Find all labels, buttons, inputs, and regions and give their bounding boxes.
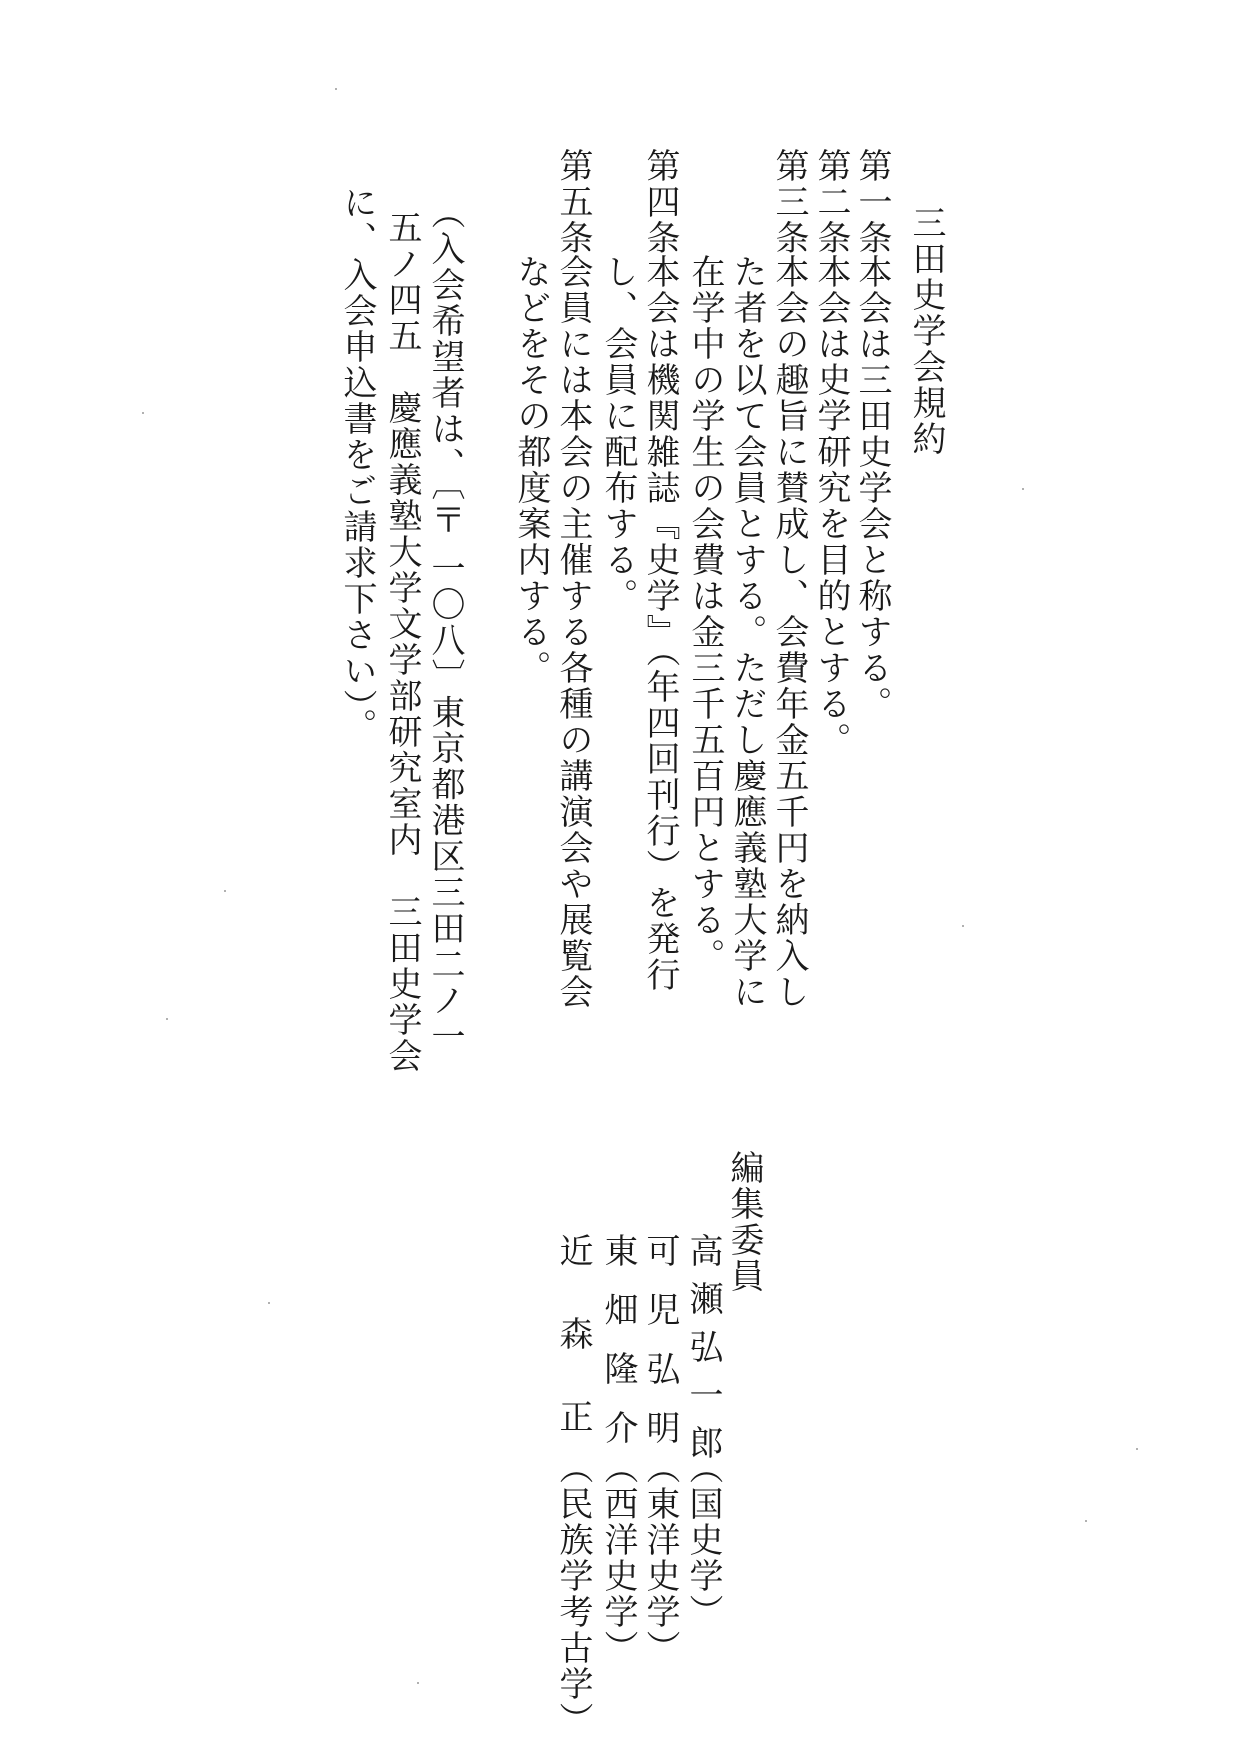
article-5-text-line-2: などをその都度案内する。	[511, 254, 551, 686]
scan-speck	[142, 412, 144, 414]
article-3-label: 第三条	[769, 148, 809, 256]
scan-speck	[1136, 1448, 1138, 1450]
article-4-text-line-1: 本会は機関雑誌『史学』（年四回刊行）を発行	[640, 254, 680, 993]
article-1-label: 第一条	[852, 148, 892, 256]
article-4-text-line-2: し、会員に配布する。	[598, 254, 638, 614]
scan-speck	[1085, 1520, 1087, 1522]
scan-speck	[335, 88, 337, 90]
member-3-name: 東畑隆介	[598, 1233, 638, 1469]
article-3-text-line-1: 本会の趣旨に賛成し、会費年金五千円を納入し	[769, 254, 809, 1010]
scan-speck	[268, 1302, 270, 1304]
member-4-name: 近森正	[553, 1233, 593, 1482]
editorial-committee-heading: 編集委員	[724, 1150, 764, 1294]
scan-speck	[417, 1682, 419, 1684]
article-2-label: 第二条	[811, 148, 851, 256]
scan-speck	[962, 925, 964, 927]
scan-speck	[224, 890, 226, 892]
member-2-name: 可児弘明	[640, 1233, 680, 1469]
article-2-text: 本会は史学研究を目的とする。	[811, 254, 851, 758]
notice-line-3: に、入会申込書をご請求下さい）。	[337, 185, 377, 744]
notice-line-2: 五ノ四五 慶應義塾大学文学部研究室内 三田史学会	[382, 210, 422, 1074]
article-3-text-line-2: た者を以て会員とする。ただし慶應義塾大学に	[727, 254, 767, 1010]
member-3-field: （西洋史学）	[598, 1450, 638, 1666]
scan-speck	[166, 1018, 168, 1020]
article-5-text-line-1: 会員には本会の主催する各種の講演会や展覧会	[553, 254, 593, 1010]
scan-speck	[1022, 488, 1024, 490]
article-4-label: 第四条	[640, 148, 680, 256]
member-1-field: （国史学）	[683, 1450, 723, 1630]
member-1-name: 高瀬弘一郎	[683, 1233, 723, 1473]
article-5-label: 第五条	[553, 148, 593, 256]
article-3-text-line-3: 在学中の学生の会費は金三千五百円とする。	[685, 254, 725, 974]
article-1-text: 本会は三田史学会と称する。	[852, 254, 892, 722]
notice-line-1: （入会希望者は、〔〒 一〇八〕東京都港区三田二ノ一	[425, 195, 465, 1055]
member-2-field: （東洋史学）	[640, 1450, 680, 1666]
regulations-title: 三田史学会規約	[906, 205, 946, 457]
member-4-field: （民族学考古学）	[553, 1450, 593, 1738]
